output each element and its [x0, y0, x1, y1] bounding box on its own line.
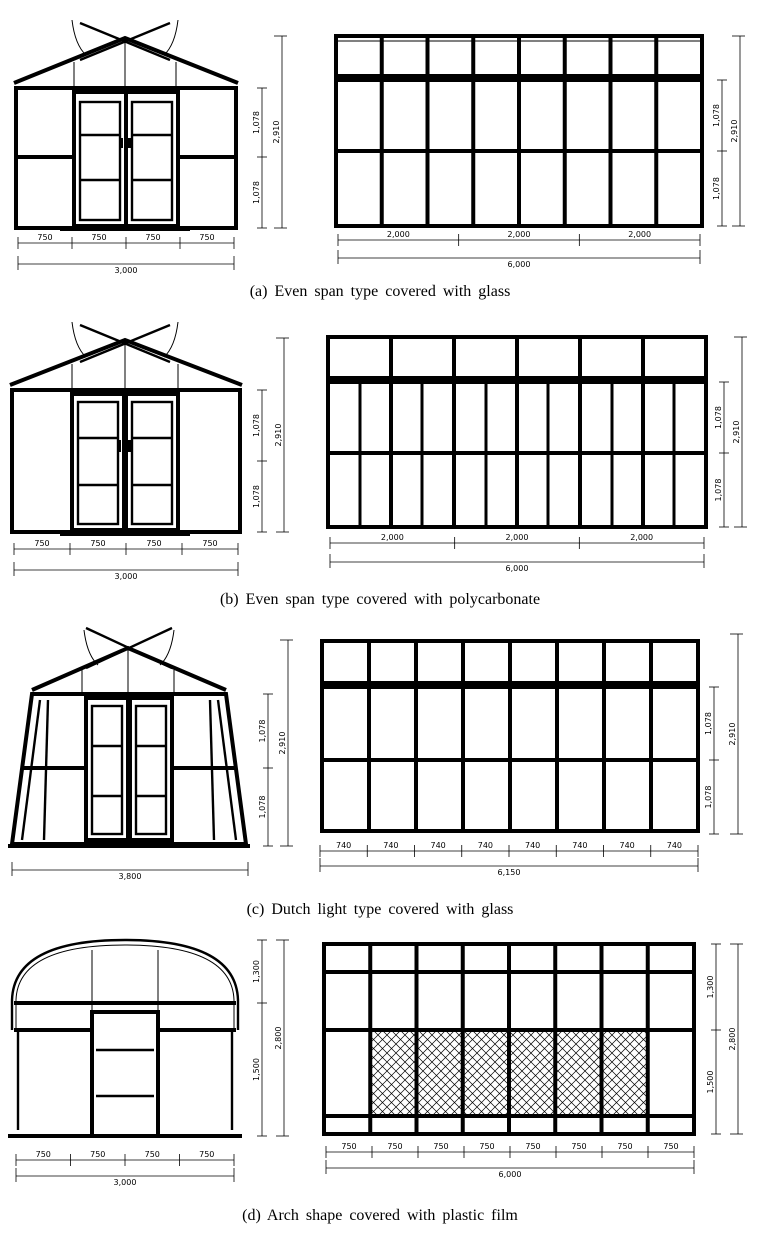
panel-a	[14, 20, 702, 229]
width-dimension-label: 740	[335, 841, 352, 850]
width-dimension-label: 750	[617, 1142, 633, 1151]
width-dimension-label: 740	[477, 841, 494, 850]
total-width-label: 6,150	[497, 868, 521, 877]
width-dimension-label: 750	[199, 1150, 215, 1159]
width-dimension-label: 750	[525, 1142, 541, 1151]
figure-caption: (b) Even span type covered with polycarbonate	[219, 591, 541, 608]
width-dimension-label: 750	[663, 1142, 679, 1151]
panel-c-side-elevation	[322, 641, 698, 831]
width-dimension-label: 750	[91, 233, 107, 242]
panel-c-front-elevation	[8, 628, 250, 846]
total-width-label: 3,000	[114, 266, 138, 275]
height-dimension-label: 1,078	[714, 478, 723, 502]
width-dimension-label: 750	[199, 233, 215, 242]
width-dimension-label: 750	[144, 1150, 160, 1159]
height-dimension-label: 1,078	[252, 414, 261, 437]
width-dimension-label: 750	[145, 233, 161, 242]
width-dimension-label: 750	[146, 539, 162, 548]
width-dimension-label: 740	[524, 841, 541, 850]
width-dimension-label: 2,000	[628, 230, 652, 239]
panel-d-front-elevation	[8, 940, 242, 1136]
width-dimension-label: 740	[430, 841, 446, 850]
height-dimension-label: 1,078	[704, 712, 713, 735]
overall-height-label: 2,910	[728, 722, 737, 746]
overall-height-label: 2,910	[730, 119, 739, 143]
width-dimension-label: 750	[90, 539, 106, 548]
total-width-label: 6,000	[507, 260, 531, 269]
height-dimension-label: 1,078	[252, 181, 261, 204]
figure-caption: (a) Even span type covered with glass	[249, 283, 511, 300]
width-dimension-label: 2,000	[507, 230, 531, 239]
width-dimension-label: 740	[666, 841, 683, 850]
height-dimension-label: 1,078	[712, 177, 721, 200]
width-dimension-label: 2,000	[380, 533, 404, 542]
height-dimension-label: 1,078	[704, 785, 713, 809]
height-dimension-label: 1,078	[252, 485, 261, 508]
total-width-label: 3,000	[113, 1178, 137, 1187]
overall-height-label: 2,800	[274, 1026, 283, 1050]
width-dimension-label: 750	[341, 1142, 357, 1151]
width-dimension-label: 2,000	[386, 230, 410, 239]
width-dimension-label: 740	[619, 841, 635, 850]
overall-height-label: 2,800	[728, 1027, 737, 1051]
height-dimension-label: 1,300	[252, 960, 261, 983]
overall-height-label: 2,910	[272, 120, 281, 144]
width-dimension-label: 750	[37, 233, 53, 242]
height-dimension-label: 1,078	[258, 719, 267, 743]
total-width-label: 6,000	[498, 1170, 522, 1179]
total-width-label: 6,000	[505, 564, 529, 573]
width-dimension-label: 750	[571, 1142, 587, 1151]
height-dimension-label: 1,300	[706, 975, 715, 999]
overall-height-label: 2,910	[732, 420, 741, 444]
width-dimension-label: 740	[572, 841, 588, 850]
panel-d	[8, 940, 694, 1136]
panel-b	[10, 322, 706, 534]
total-width-label: 3,800	[118, 872, 142, 881]
panel-b-side-elevation	[328, 337, 706, 527]
panel-c	[8, 628, 698, 846]
height-dimension-label: 1,500	[252, 1058, 261, 1081]
width-dimension-label: 750	[90, 1150, 106, 1159]
width-dimension-label: 750	[479, 1142, 495, 1151]
height-dimension-label: 1,500	[706, 1070, 715, 1094]
total-width-label: 3,000	[114, 572, 138, 581]
panel-a-front-elevation	[14, 20, 238, 229]
figure-caption: (d) Arch shape covered with plastic film	[242, 1207, 518, 1224]
width-dimension-label: 750	[35, 1150, 51, 1159]
dimension-annotations	[12, 36, 747, 1187]
width-dimension-label: 2,000	[505, 533, 529, 542]
width-dimension-label: 750	[202, 539, 218, 548]
height-dimension-label: 1,078	[258, 795, 267, 819]
width-dimension-label: 740	[383, 841, 399, 850]
figure-caption: (c) Dutch light type covered with glass	[246, 901, 514, 918]
width-dimension-label: 750	[387, 1142, 403, 1151]
width-dimension-label: 2,000	[630, 533, 654, 542]
width-dimension-label: 750	[34, 539, 50, 548]
height-dimension-label: 1,078	[252, 111, 261, 134]
height-dimension-label: 1,078	[714, 406, 723, 429]
overall-height-label: 2,910	[274, 423, 283, 447]
width-dimension-label: 750	[433, 1142, 449, 1151]
overall-height-label: 2,910	[278, 731, 287, 755]
panel-d-side-elevation	[324, 944, 694, 1134]
panel-b-front-elevation	[10, 322, 242, 534]
panel-a-side-elevation	[336, 36, 702, 226]
height-dimension-label: 1,078	[712, 104, 721, 127]
